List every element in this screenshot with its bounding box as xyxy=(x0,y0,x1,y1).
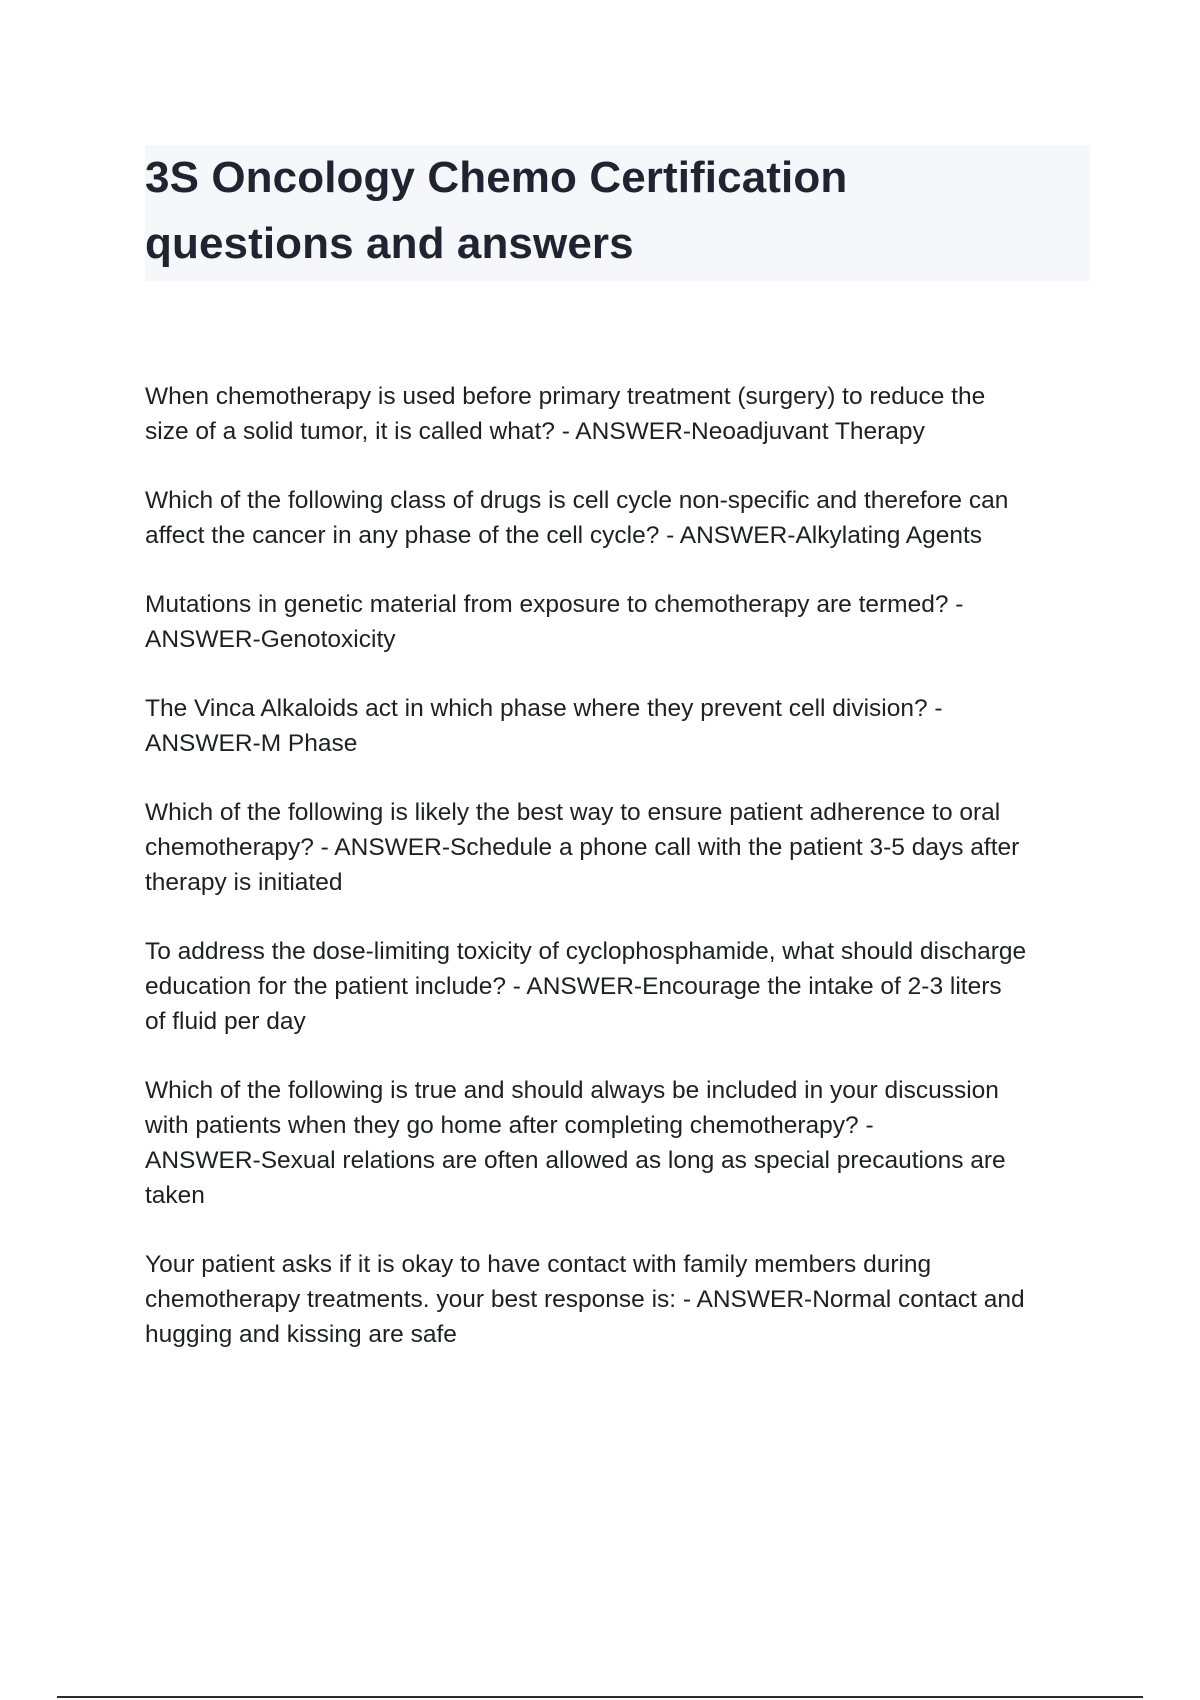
qa-item-8: Your patient asks if it is okay to have contact with family members during chemotherapy treatments. your best response is: - ANSWER-Normal contact and hugging and kissing are safe xyxy=(145,1251,1025,1348)
qa-item-6: To address the dose-limiting toxicity of cyclophosphamide, what should discharge education for the patient include? - ANSWER-Encourage the intake of 2-3 liters of fluid per day xyxy=(145,938,1027,1035)
page-bottom-divider xyxy=(57,1696,1143,1698)
qa-item-4: The Vinca Alkaloids act in which phase where they prevent cell division? - ANSWER-M Phase xyxy=(145,695,943,757)
document-title: 3S Oncology Chemo Certification questions and answers xyxy=(145,153,848,268)
qa-item-2: Which of the following class of drugs is cell cycle non-specific and therefore can affect the cancer in any phase of the cell cycle? - ANSWER-Alkylating Agents xyxy=(145,487,1009,549)
title-block xyxy=(145,145,1090,281)
qa-item-1: When chemotherapy is used before primary treatment (surgery) to reduce the size of a solid tumor, it is called what? - ANSWER-Neoadjuvant Therapy xyxy=(145,383,986,445)
qa-item-3: Mutations in genetic material from exposure to chemotherapy are termed? - ANSWER-Genotoxicity xyxy=(145,591,964,653)
qa-item-5: Which of the following is likely the best way to ensure patient adherence to oral chemotherapy? - ANSWER-Schedule a phone call with the patient 3-5 days after therapy is initiated xyxy=(145,799,1020,896)
qa-item-7: Which of the following is true and should always be included in your discussion with patients when they go home after completing chemotherapy? - ANSWER-Sexual relations are often allowed as long as special precautions are taken xyxy=(145,1077,1006,1209)
qa-list xyxy=(145,379,1095,1386)
